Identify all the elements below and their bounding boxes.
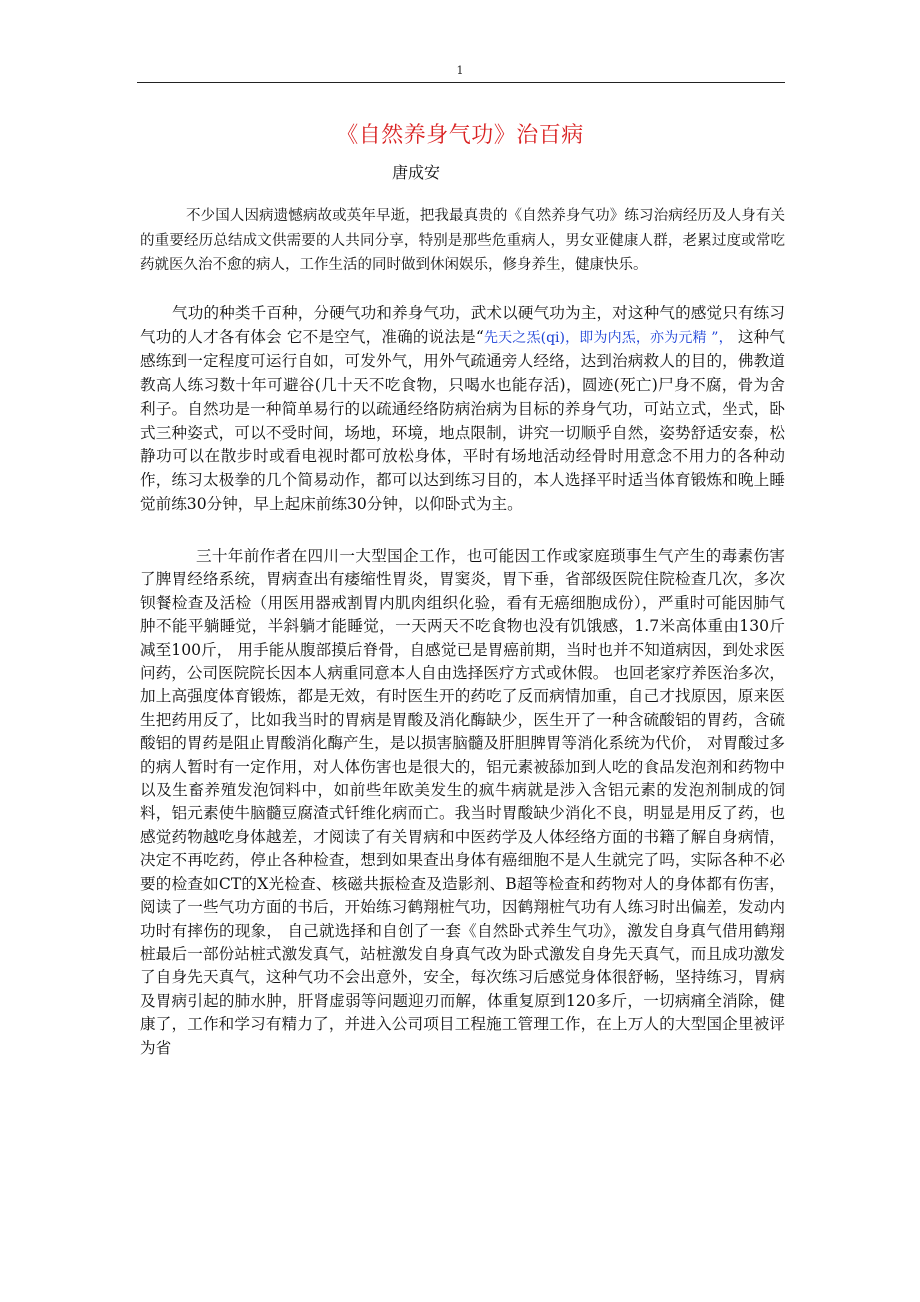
paragraph-qigong-text-end: 这种气感练到一定程度可运行自如，可发外气，用外气疏通旁人经络，达到治病救人的目的，佛教道教高人练习数十年可避谷(几十天不吃食物，只喝水也能存活)，圆迹(死亡)尸身不腐，骨为舍利子。自然功是一种简单易行的以疏通经络防病治病为目标的养身气功，可站立式，坐式，卧式三种姿式，可以不受时间，场地，环境，地点限制，讲究一切顺乎自然，姿势舒适安泰，松静功可以在散步时或看电视时都可放松身体，平时有场地活动经骨时用意念不用力的各种动作，练习太极拳的几个简易动作，都可以达到练习目的，本人选择平时适当体育锻炼和晚上睡觉前练30分钟，早上起床前练30分钟，以仰卧式为主。 [140,327,785,513]
paragraph-intro: 不少国人因病遗憾病故或英年早逝，把我最真贵的《自然养身气功》练习治病经历及人身有关的重要经历总结成文供需要的人共同分享，特别是那些危重病人，男女亚健康人群，老累过度或常吃药就医久治不愈的病人，工作生活的同时做到休闲娱乐，修身养生，健康快乐。 [140,208,785,273]
page-number: 1 [456,64,464,77]
document-title: 《自然养身气功》治百病 [336,123,584,148]
paragraph-qigong-types [140,302,785,516]
author-name: 唐成安 [392,163,441,182]
highlighted-quote: 先天之炁(qi)，即为内炁，亦为元精 ”， [483,329,733,346]
paragraph-qigong-text-start: 气功的种类千百种，分硬气功和养身气功，武术以硬气功为主，对这种气的感觉只有练习气功的人才各有体会 它不是空气，准确的说法是“ [140,304,785,346]
header-rule [137,82,785,83]
paragraph-personal-history: 三十年前作者在四川一大型国企工作，也可能因工作或家庭琐事生气产生的毒素伤害了脾胃经络系统，胃病查出有痿缩性胃炎，胃窦炎，胃下垂，省部级医院住院检查几次，多次钡餐检查及活检（用医用器戒割胃内肌肉组织化验，看有无癌细胞成份），严重时可能因肺气肿不能平躺睡觉，半斜躺才能睡觉，一天两天不吃食物也没有饥饿感，1.7米高体重由130斤减至100斤， 用手能从腹部摸后脊骨，自感觉已是胃癌前期，当时也并不知道病因，到处求医问药，公司医院院长因本人病重同意本人自由选择医疗方式或休假。 也回老家疗养医治多次，加上高强度体育锻炼，都是无效，有时医生开的药吃了反而病情加重，自己才找原因，原来医生把药用反了，比如我当时的胃病是胃酸及消化酶缺少，医生开了一种含硫酸铝的胃药，含硫酸铝的胃药是阻止胃酸消化酶产生，是以损害脑髓及肝胆脾胃等消化系统为代价， 对胃酸过多的病人暂时有一定作用，对人体伤害也是很大的，铝元素被舔加到人吃的食品发泡剂和药物中以及生畜养殖发泡饲料中，如前些年欧美发生的疯牛病就是涉入含铝元素的发泡剂制成的饲料，铝元素使牛脑髓豆腐渣式钎维化病而亡。我当时胃酸缺少消化不良，明显是用反了药，也感觉药物越吃身体越差，才阅读了有关胃病和中医药学及人体经络方面的书籍了解自身病情，决定不再吃药，停止各种检查，想到如果查出身体有癌细胞不是人生就完了吗，实际各种不必要的检查如CT的X光检查、核磁共振检查及造影剂、B超等检查和药物对人的身体都有伤害，阅读了一些气功方面的书后，开始练习鹤翔桩气功，因鹤翔桩气功有人练习时出偏差，发动内功时有摔伤的现象， 自己就选择和自创了一套《自然卧式养生气功》，激发自身真气借用鹤翔桩最后一部份站桩式激发真气，站桩激发自身真气改为卧式激发自身先天真气，而且成功激发了自身先天真气，这种气功不会出意外，安全，每次练习后感觉身体很舒畅，坚持练习，胃病及胃病引起的肺水肿，肝肾虚弱等问题迎刃而解，体重复原到120多斤，一切病痛全消除，健康了，工作和学习有精力了，并进入公司项目工程施工管理工作，在上万人的大型国企里被评为省 [140,547,785,1057]
